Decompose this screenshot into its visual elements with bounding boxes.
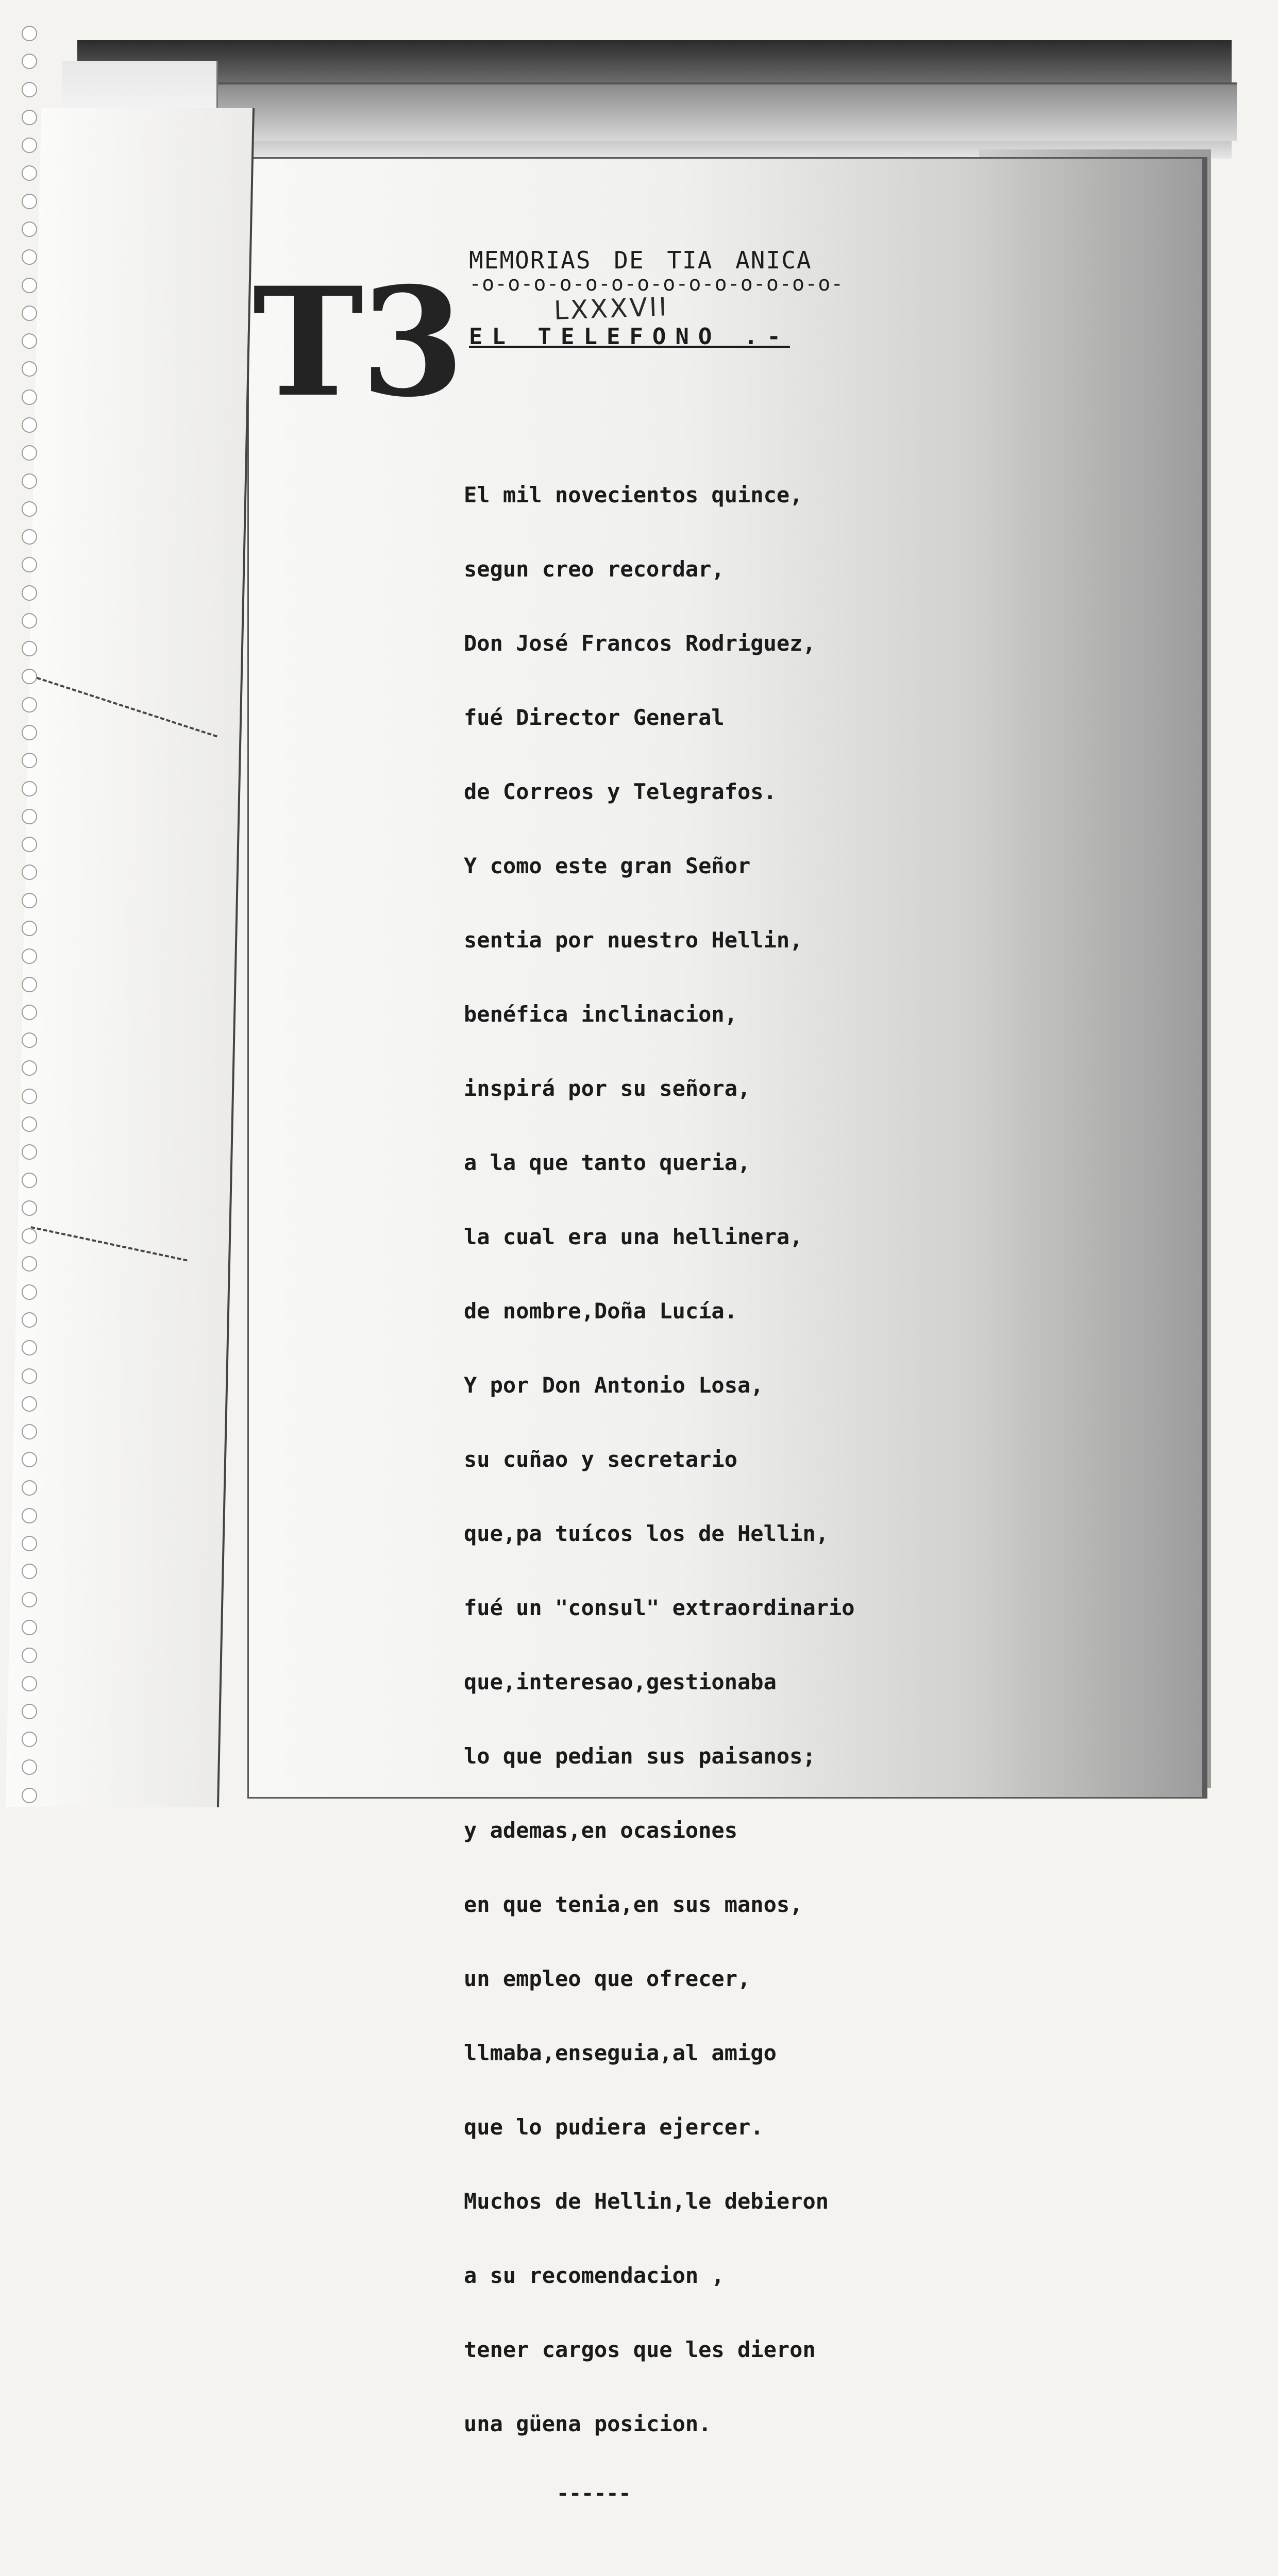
poem-line: lo que pedian sus paisanos; bbox=[464, 1743, 816, 1769]
binder-hole bbox=[22, 1620, 37, 1635]
binder-hole bbox=[22, 725, 37, 740]
binder-hole bbox=[22, 1788, 37, 1803]
binder-hole bbox=[22, 1005, 37, 1020]
binder-hole bbox=[22, 921, 37, 936]
binder-hole bbox=[22, 1564, 37, 1579]
binder-hole bbox=[22, 306, 37, 321]
binder-hole bbox=[22, 809, 37, 824]
stanza-divider: ------ bbox=[557, 2482, 631, 2505]
binder-hole bbox=[22, 1759, 37, 1775]
binder-hole bbox=[22, 865, 37, 880]
binder-hole bbox=[22, 1452, 37, 1467]
poem-line: tener cargos que les dieron bbox=[464, 2337, 816, 2362]
binder-hole bbox=[22, 1396, 37, 1412]
poem-line: Y como este gran Señor bbox=[464, 853, 751, 878]
binder-hole bbox=[22, 893, 37, 908]
section-title: EL TELEFONO .- bbox=[469, 324, 790, 350]
poem-line: sentia por nuestro Hellin, bbox=[464, 927, 803, 953]
binder-hole bbox=[22, 781, 37, 796]
poem-line: Don José Francos Rodriguez, bbox=[464, 631, 816, 656]
binder-hole bbox=[22, 1200, 37, 1216]
poem-line: que lo pudiera ejercer. bbox=[464, 2114, 764, 2140]
binder-hole bbox=[22, 473, 37, 489]
binder-hole bbox=[22, 641, 37, 656]
left-sheet bbox=[6, 108, 255, 1807]
binder-hole bbox=[22, 1732, 37, 1747]
binder-hole bbox=[22, 1368, 37, 1384]
binder-hole bbox=[22, 417, 37, 433]
poem-line: segun creo recordar, bbox=[464, 556, 725, 582]
binder-hole bbox=[22, 1228, 37, 1244]
poem-line: de nombre,Doña Lucía. bbox=[464, 1298, 738, 1324]
binder-hole bbox=[22, 138, 37, 153]
binder-hole bbox=[22, 753, 37, 768]
poem-line: El mil novecientos quince, bbox=[464, 482, 803, 507]
binder-hole bbox=[22, 1144, 37, 1160]
binder-hole bbox=[22, 529, 37, 545]
binder-hole bbox=[22, 1340, 37, 1355]
binder-hole bbox=[22, 222, 37, 237]
poem-line: fué un "consul" extraordinario bbox=[464, 1595, 855, 1620]
binder-hole bbox=[22, 669, 37, 684]
binder-hole bbox=[22, 697, 37, 713]
binder-hole bbox=[22, 1089, 37, 1104]
binder-hole bbox=[22, 1312, 37, 1328]
poem-line: un empleo que ofrecer, bbox=[464, 1966, 751, 1991]
binder-hole bbox=[22, 278, 37, 293]
poem-line: de Correos y Telegrafos. bbox=[464, 779, 777, 804]
photocopy-back-edge bbox=[216, 82, 1237, 141]
binder-hole bbox=[22, 1032, 37, 1048]
binder-hole bbox=[22, 445, 37, 461]
handwritten-chapter-number: LXXXVII bbox=[553, 292, 669, 326]
poem-line: en que tenia,en sus manos, bbox=[464, 1892, 803, 1917]
poem-line: Muchos de Hellin,le debieron bbox=[464, 2189, 829, 2214]
binder-hole bbox=[22, 948, 37, 964]
binder-hole bbox=[22, 333, 37, 349]
poem-line: benéfica inclinacion, bbox=[464, 1002, 738, 1027]
binder-hole bbox=[22, 82, 37, 97]
binder-hole bbox=[22, 1480, 37, 1496]
poem-line: la cual era una hellinera, bbox=[464, 1224, 803, 1249]
binder-hole bbox=[22, 361, 37, 377]
poem-body bbox=[464, 384, 979, 2576]
document-title: MEMORIAS DE TIA ANICA bbox=[469, 246, 812, 274]
binder-hole bbox=[22, 1173, 37, 1188]
binder-hole bbox=[22, 1424, 37, 1439]
binder-hole bbox=[22, 54, 37, 69]
binder-hole bbox=[22, 389, 37, 405]
binder-hole bbox=[22, 1284, 37, 1300]
binder-hole bbox=[22, 585, 37, 601]
poem-line: una güena posicion. bbox=[464, 2411, 712, 2436]
binder-hole bbox=[22, 1648, 37, 1663]
binder-hole bbox=[22, 1536, 37, 1551]
poem-line: a su recomendacion , bbox=[464, 2263, 725, 2288]
poem-line: que,interesao,gestionaba bbox=[464, 1669, 777, 1694]
binder-hole bbox=[22, 1592, 37, 1607]
binder-hole bbox=[22, 194, 37, 209]
binder-hole bbox=[22, 1508, 37, 1523]
binder-hole bbox=[22, 110, 37, 125]
tab-number: T3 bbox=[253, 255, 462, 430]
poem-line: y ademas,en ocasiones bbox=[464, 1818, 738, 1843]
binder-hole bbox=[22, 557, 37, 572]
binder-holes bbox=[22, 26, 42, 1803]
binder-hole bbox=[22, 1676, 37, 1691]
binder-hole bbox=[22, 613, 37, 629]
binder-hole bbox=[22, 501, 37, 517]
poem-line: llmaba,enseguia,al amigo bbox=[464, 2040, 777, 2065]
poem-line: su cuñao y secretario bbox=[464, 1447, 738, 1472]
binder-hole bbox=[22, 837, 37, 852]
poem-line: que,pa tuícos los de Hellin, bbox=[464, 1521, 829, 1546]
binder-hole bbox=[22, 977, 37, 992]
poem-line: inspirá por su señora, bbox=[464, 1076, 751, 1101]
binder-hole bbox=[22, 1116, 37, 1132]
binder-hole bbox=[22, 165, 37, 181]
poem-line: Y por Don Antonio Losa, bbox=[464, 1372, 764, 1398]
binder-hole bbox=[22, 1060, 37, 1076]
binder-hole bbox=[22, 26, 37, 41]
binder-hole bbox=[22, 1256, 37, 1272]
poem-line: fué Director General bbox=[464, 705, 725, 730]
binder-hole bbox=[22, 1704, 37, 1719]
stanza-1 bbox=[464, 433, 979, 2551]
poem-line: a la que tanto queria, bbox=[464, 1150, 751, 1175]
binder-hole bbox=[22, 249, 37, 265]
title-ornament: -o-o-o-o-o-o-o-o-o-o-o-o-o-o- bbox=[469, 272, 844, 296]
